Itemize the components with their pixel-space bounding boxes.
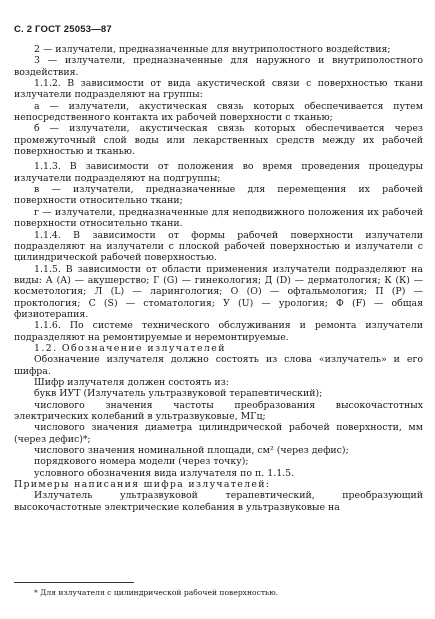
paragraph-group-b: б — излучатели, акустическая связь которых обеспечивается через промежуточный слой воды или лекарственных средств между их рабочей поверхностью и тканью. <box>14 123 423 158</box>
paragraph-subgroup-v: в — излучатели, предназначенные для перемещения их рабочей поверхности относительно ткани; <box>14 184 423 207</box>
paragraph-cipher-area: числового значения номинальной площади, см² (через дефис); <box>34 445 349 457</box>
paragraph-1-1-2: 1.1.2. В зависимости от вида акустической связи с поверхностью ткани излучатели подразделяют на группы: <box>14 78 423 101</box>
footnote-divider <box>14 582 134 583</box>
page-header: С. 2 ГОСТ 25053—87 <box>14 24 112 35</box>
paragraph-cipher-model: порядкового номера модели (через точку); <box>34 456 249 468</box>
paragraph-type-3: 3 — излучатели, предназначенные для наружного и внутриполостного воздействия. <box>14 55 423 78</box>
paragraph-type-2: 2 — излучатели, предназначенные для внутриполостного воздействия; <box>34 44 391 55</box>
paragraph-designation: Обозначение излучателя должно состоять из слова «излучатель» и его шифра. <box>14 354 423 377</box>
paragraph-group-a: а — излучатели, акустическая связь которых обеспечивается путем непосредственного контакта их рабочей поверхности с тканью; <box>14 100 423 124</box>
paragraph-example-1: Излучатель ультразвуковой терапевтический, преобразующий высокочастотные электрические колебания в ультразвуковые на <box>14 490 423 513</box>
document-body <box>14 44 423 513</box>
paragraph-1-1-3: 1.1.3. В зависимости от положения во время проведения процедуры излучатели подразделяют на подгруппы; <box>14 161 423 184</box>
paragraph-cipher-letters: букв ИУТ (Излучатель ультразвуковой терапевтический); <box>34 388 323 400</box>
paragraph-1-1-6: 1.1.6. По системе технического обслуживания и ремонта излучатели подразделяют на ремонтируемые и неремонтируемые. <box>14 320 423 343</box>
footnote: * Для излучателя с цилиндрической рабочей поверхностью. <box>34 588 279 597</box>
examples-heading: Примеры написания шифра излучателей: <box>14 479 271 491</box>
paragraph-1-1-5: 1.1.5. В зависимости от области применения излучатели подразделяют на виды: А (А) — акушерство; Г (G) — гинекология; Д (D) — дерматология; К (К) — косметология; Л (L) — ларингология; О (О) — офтальмология; П (Р) — проктология; С (S) — стоматология; У (U) — урология; Ф (F) — общая физиотерапия. <box>14 263 423 320</box>
paragraph-cipher-type: условного обозначения вида излучателя по п. 1.1.5. <box>34 467 295 479</box>
paragraph-cipher-diameter: числового значения диаметра цилиндрической рабочей поверхности, мм (через дефис)*; <box>14 422 423 445</box>
paragraph-subgroup-g: г — излучатели, предназначенные для неподвижного положения их рабочей поверхности относительно ткани. <box>14 206 423 230</box>
paragraph-cipher-intro: Шифр излучателя должен состоять из: <box>34 376 229 388</box>
paragraph-1-1-4: 1.1.4. В зависимости от формы рабочей поверхности излучатели подразделяют на излучатели с плоской рабочей поверхностью и излучатели с цилиндрической рабочей поверхностью. <box>14 229 423 264</box>
paragraph-cipher-frequency: числового значения частоты преобразования высокочастотных электрических колебаний в ультразвуковые, МГц; <box>14 399 423 422</box>
section-heading-1-2: 1.2. Обозначение излучателей <box>34 342 226 354</box>
